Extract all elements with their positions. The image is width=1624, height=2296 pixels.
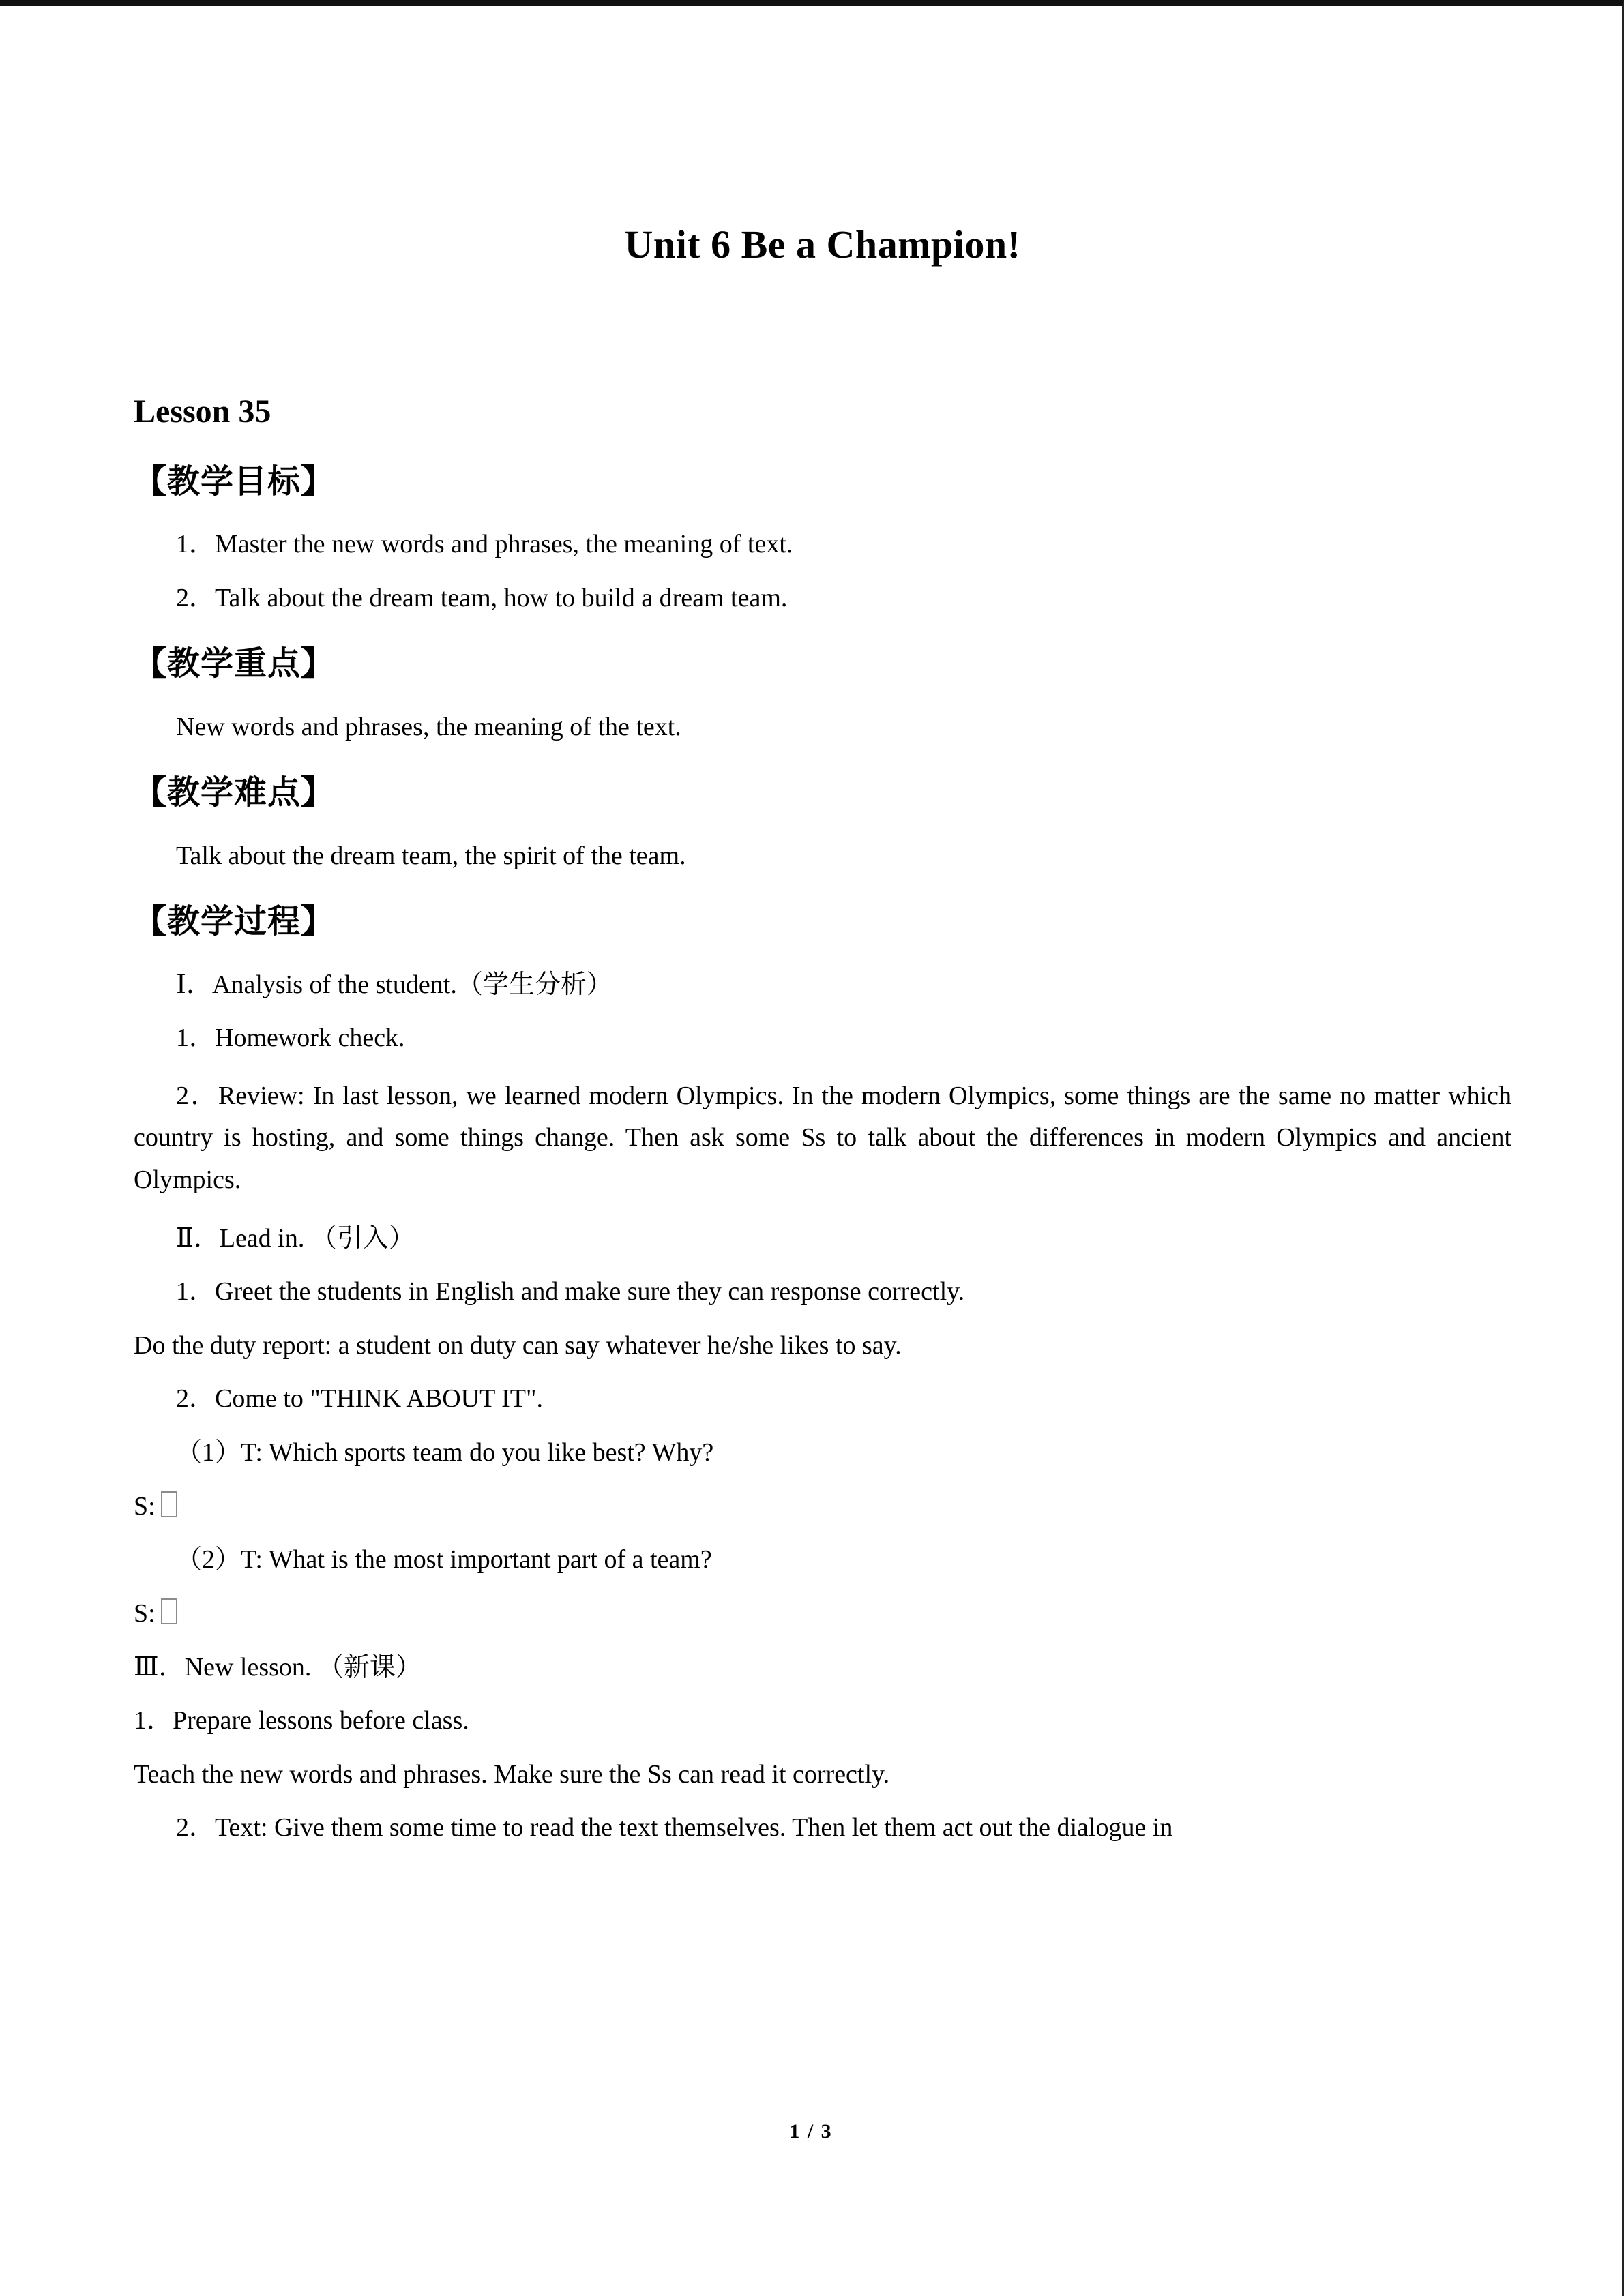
section-heading-difficult-points: 【教学难点】: [134, 775, 335, 811]
process-part-1-item-1: 1．Homework check.: [176, 1024, 405, 1053]
process-part-2-item-1-sub: Do the duty report: a student on duty can say whatever he/she likes to say.: [134, 1330, 902, 1360]
document-content: [134, 6, 1511, 1845]
objective-item-1: 1．Master the new words and phrases, the meaning of text.: [176, 529, 793, 558]
page-number-footer: 1 / 3: [789, 2120, 833, 2143]
think-about-it-answer-2: [134, 1577, 1511, 1630]
process-part-3-item-1-sub: Teach the new words and phrases. Make sure the Ss can read it correctly.: [134, 1759, 890, 1789]
process-part-3-title: Ⅲ．New lesson. （新课）: [134, 1652, 422, 1682]
lesson-heading: Lesson 35: [134, 393, 271, 430]
section-heading-key-points: 【教学重点】: [134, 646, 335, 683]
process-part-2-item-1: 1．Greet the students in English and make sure they can response correctly.: [176, 1277, 965, 1307]
process-part-1-item-2: 2．Review: In last lesson, we learned modern Olympics. In the modern Olympics, some things are the same no matter which country is hosting, and some things change. Then ask some Ss to talk about the differences in modern Olympics and ancient Olympics.: [134, 1081, 1511, 1194]
think-about-it-question-2: （2）T: What is the most important part of a team?: [176, 1545, 712, 1575]
student-answer-label-2: S:: [134, 1598, 156, 1628]
process-part-3-item-2: 2．Text: Give them some time to read the text themselves. Then let them act out the dialogue in: [176, 1813, 1173, 1843]
process-part-2-item-2: 2．Come to "THINK ABOUT IT".: [176, 1384, 544, 1414]
objective-item-2: 2．Talk about the dream team, how to build a dream team.: [176, 583, 788, 612]
difficult-points-text: Talk about the dream team, the spirit of the team.: [176, 841, 686, 870]
student-answer-label-1: S:: [134, 1491, 156, 1521]
section-heading-objectives: 【教学目标】: [134, 463, 335, 500]
section-heading-process: 【教学过程】: [134, 904, 335, 940]
process-part-3-item-1: 1．Prepare lessons before class.: [134, 1706, 469, 1735]
think-about-it-answer-1: [134, 1470, 1511, 1523]
missing-glyph-box-icon: [161, 1598, 177, 1624]
process-part-1-title: Ⅰ．Analysis of the student.（学生分析）: [176, 970, 612, 999]
page-title: Unit 6 Be a Champion!: [624, 222, 1021, 267]
think-about-it-question-1: （1）T: Which sports team do you like best? Why?: [176, 1438, 714, 1467]
key-points-text: New words and phrases, the meaning of the text.: [176, 712, 681, 741]
process-part-2-title: Ⅱ．Lead in. （引入）: [176, 1223, 415, 1253]
missing-glyph-box-icon: [161, 1491, 177, 1517]
